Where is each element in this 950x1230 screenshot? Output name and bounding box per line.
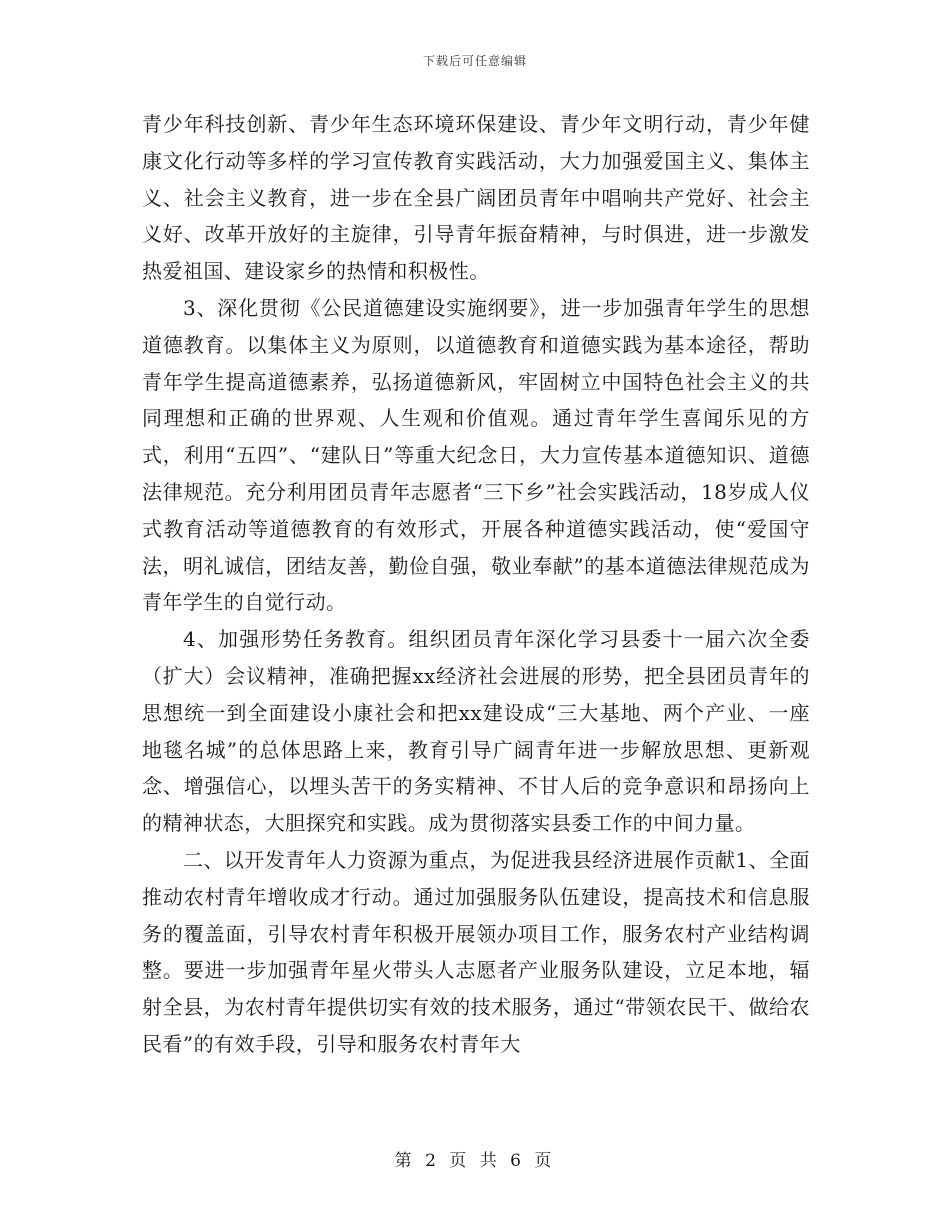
paragraph-3: 4、加强形势任务教育。组织团员青年深化学习县委十一届六次全委（扩大）会议精神，准确把握xx经济社会进展的形势，把全县团员青年的思想统一到全面建设小康社会和把xx建设成“三大基地、两个产业、一座地毯名城”的总体思路上来，教育引导广阔青年进一步解放思想、更新观念、增强信心，以埋头苦干的务实精神、不甘人后的竞争意识和昂扬向上的精神状态，大胆探究和实践。成为贯彻落实县委工作的中间力量。 bbox=[142, 627, 810, 836]
document-body bbox=[142, 106, 810, 1063]
paragraph-2: 3、深化贯彻《公民道德建设实施纲要》，进一步加强青年学生的思想道德教育。以集体主义为原则，以道德教育和道德实践为基本途径，帮助青年学生提高道德素养，弘扬道德新风，牢固树立中国特色社会主义的共同理想和正确的世界观、人生观和价值观。通过青年学生喜闻乐见的方式，利用“五四”、“建队日”等重大纪念日，大力宣传基本道德知识、道德法律规范。充分利用团员青年志愿者“三下乡”社会实践活动，18岁成人仪式教育活动等道德教育的有效形式，开展各种道德实践活动，使“爱国守法，明礼诚信，团结友善，勤俭自强，敬业奉献”的基本道德法律规范成为青年学生的自觉行动。 bbox=[142, 295, 810, 615]
page-header: 下载后可任意编辑 bbox=[422, 54, 527, 68]
paragraph-1: 青少年科技创新、青少年生态环境环保建设、青少年文明行动，青少年健康文化行动等多样的学习宣传教育实践活动，大力加强爱国主义、集体主义、社会主义教育，进一步在全县广阔团员青年中唱响共产党好、社会主义好、改革开放好的主旋律，引导青年振奋精神，与时俱进，进一步激发热爱祖国、建设家乡的热情和积极性。 bbox=[142, 112, 810, 284]
page-number-footer: 第 2 页 共 6 页 bbox=[394, 1151, 556, 1171]
paragraph-4: 二、以开发青年人力资源为重点，为促进我县经济进展作贡献1、全面推动农村青年增收成才行动。通过加强服务队伍建设，提高技术和信息服务的覆盖面，引导农村青年积极开展领办项目工作，服务农村产业结构调整。要进一步加强青年星火带头人志愿者产业服务队建设，立足本地，辐射全县，为农村青年提供切实有效的技术服务，通过“带领农民干、做给农民看”的有效手段，引导和服务农村青年大 bbox=[142, 847, 810, 1056]
